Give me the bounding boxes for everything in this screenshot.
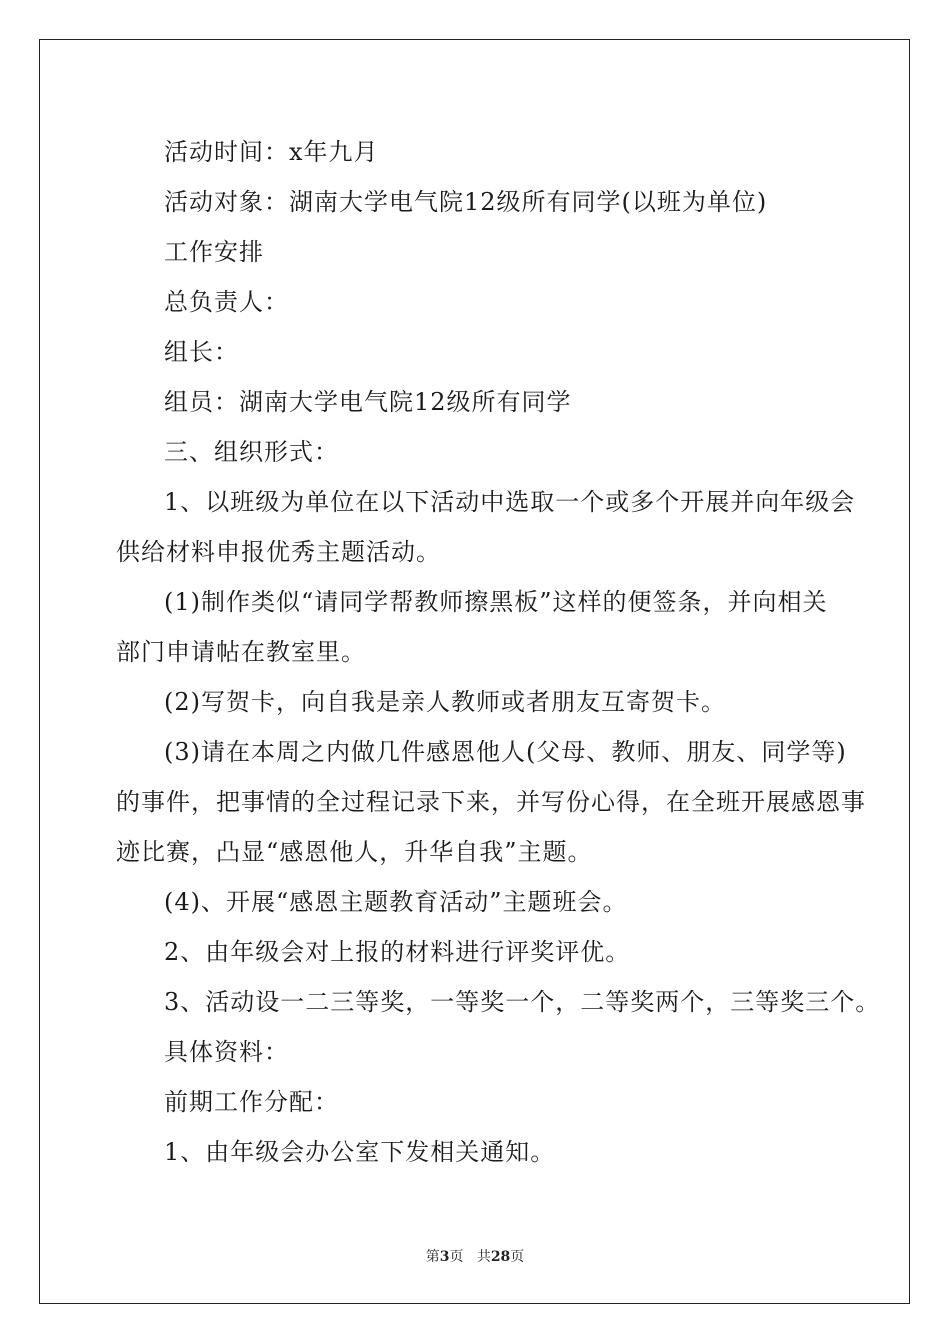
text-line: 的事件，把事情的全过程记录下来，并写份心得，在全班开展感恩事 [116,788,866,816]
page-prefix: 第 [425,1249,440,1265]
text-line: (1)制作类似“请同学帮教师擦黑板”这样的便签条，并向相关 [164,588,828,616]
text-line: 组长： [164,338,239,366]
text-line: (2)写贺卡，向自我是亲人教师或者朋友互寄贺卡。 [164,688,726,716]
text-line: 1、以班级为单位在以下活动中选取一个或多个开展并向年级会 [164,488,856,516]
page-number: 3 [439,1249,450,1265]
text-line: 2、由年级会对上报的材料进行评奖评优。 [164,938,631,966]
text-line: 总负责人： [164,288,289,316]
text-line: 部门申请帖在教室里。 [116,638,366,666]
text-line: 组员：湖南大学电气院12级所有同学 [164,388,572,416]
text-line: 迹比赛，凸显“感恩他人，升华自我”主题。 [116,838,593,866]
text-line: 3、活动设一二三等奖，一等奖一个，二等奖两个，三等奖三个。 [164,988,881,1016]
text-line: 具体资料： [164,1038,289,1066]
text-line: (3)请在本周之内做几件感恩他人(父母、教师、朋友、同学等) [164,738,847,766]
total-prefix: 共 [476,1249,491,1265]
page-suffix: 页 [449,1249,464,1265]
text-line: 活动对象：湖南大学电气院12级所有同学(以班为单位) [164,188,768,216]
text-line: (4)、开展“感恩主题教育活动”主题班会。 [164,888,628,916]
page-footer [0,1246,950,1266]
text-line: 1、由年级会办公室下发相关通知。 [164,1138,556,1166]
text-line: 活动时间：x年九月 [164,138,379,166]
text-line: 三、组织形式： [164,438,339,466]
text-line: 供给材料申报优秀主题活动。 [116,538,441,566]
total-pages: 28 [490,1249,511,1265]
text-line: 前期工作分配： [164,1088,339,1116]
total-suffix: 页 [510,1249,525,1265]
text-line: 工作安排 [164,238,264,266]
